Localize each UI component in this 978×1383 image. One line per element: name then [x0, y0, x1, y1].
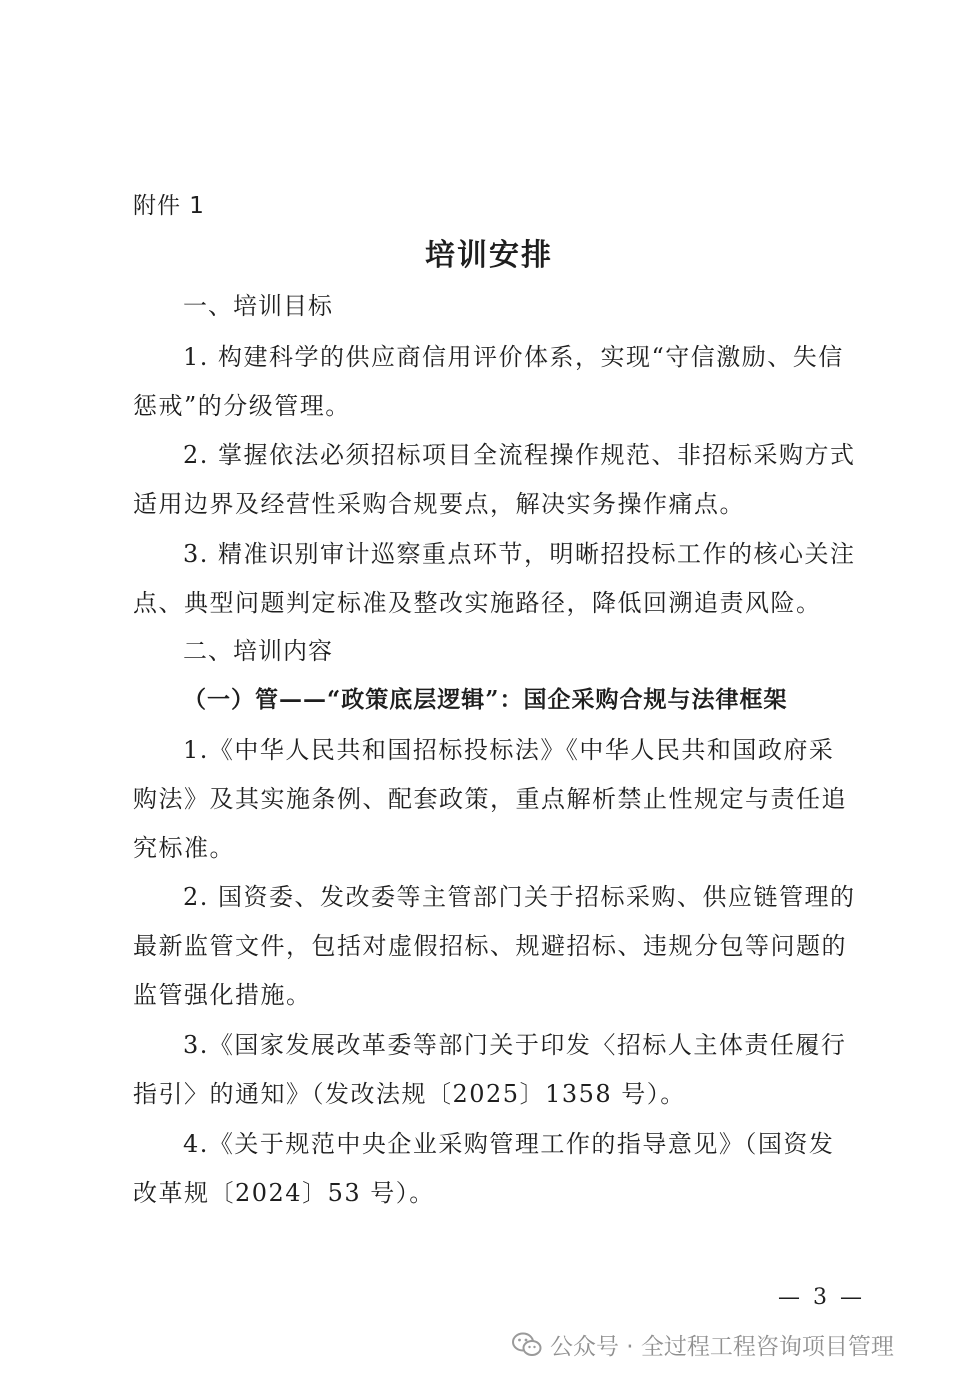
- subsection-heading-policy: （一）管——“政策底层逻辑”：国企采购合规与法律框架: [183, 686, 788, 713]
- goal-3-line-2: 点、典型问题判定标准及整改实施路径，降低回溯追责风险。: [133, 589, 822, 617]
- watermark-text: 公众号 · 全过程工程咨询项目管理: [550, 1334, 894, 1360]
- content-3-line-1: 3.《国家发展改革委等部门关于印发〈招标人主体责任履行: [183, 1031, 847, 1059]
- page-number: — 3 —: [778, 1285, 865, 1310]
- content-2-line-1: 2. 国资委、发改委等主管部门关于招标采购、供应链管理的: [183, 883, 856, 911]
- attachment-label: 附件 1: [133, 193, 205, 219]
- content-4-line-2: 改革规〔2024〕53 号）。: [133, 1179, 435, 1207]
- section-heading-goals: 一、培训目标: [183, 292, 333, 320]
- goal-2-line-1: 2. 掌握依法必须招标项目全流程操作规范、非招标采购方式: [183, 441, 856, 469]
- content-3-line-2: 指引〉的通知》（发改法规〔2025〕1358 号）。: [133, 1080, 686, 1108]
- content-1-line-3: 究标准。: [133, 834, 235, 862]
- content-1-line-2: 购法》及其实施条例、配套政策，重点解析禁止性规定与责任追: [133, 785, 847, 813]
- section-heading-content: 二、培训内容: [183, 637, 333, 665]
- content-2-line-3: 监管强化措施。: [133, 981, 312, 1009]
- page-title: 培训安排: [425, 238, 553, 273]
- watermark: [512, 1328, 894, 1361]
- content-1-line-1: 1.《中华人民共和国招标投标法》《中华人民共和国政府采: [183, 736, 835, 764]
- content-4-line-1: 4.《关于规范中央企业采购管理工作的指导意见》（国资发: [183, 1130, 835, 1158]
- wechat-icon: [512, 1332, 542, 1358]
- goal-2-line-2: 适用边界及经营性采购合规要点，解决实务操作痛点。: [133, 490, 745, 518]
- goal-3-line-1: 3. 精准识别审计巡察重点环节，明晰招投标工作的核心关注: [183, 540, 856, 568]
- goal-1-line-2: 惩戒”的分级管理。: [133, 392, 351, 420]
- goal-1-line-1: 1. 构建科学的供应商信用评价体系，实现“守信激励、失信: [183, 343, 844, 371]
- content-2-line-2: 最新监管文件，包括对虚假招标、规避招标、违规分包等问题的: [133, 932, 847, 960]
